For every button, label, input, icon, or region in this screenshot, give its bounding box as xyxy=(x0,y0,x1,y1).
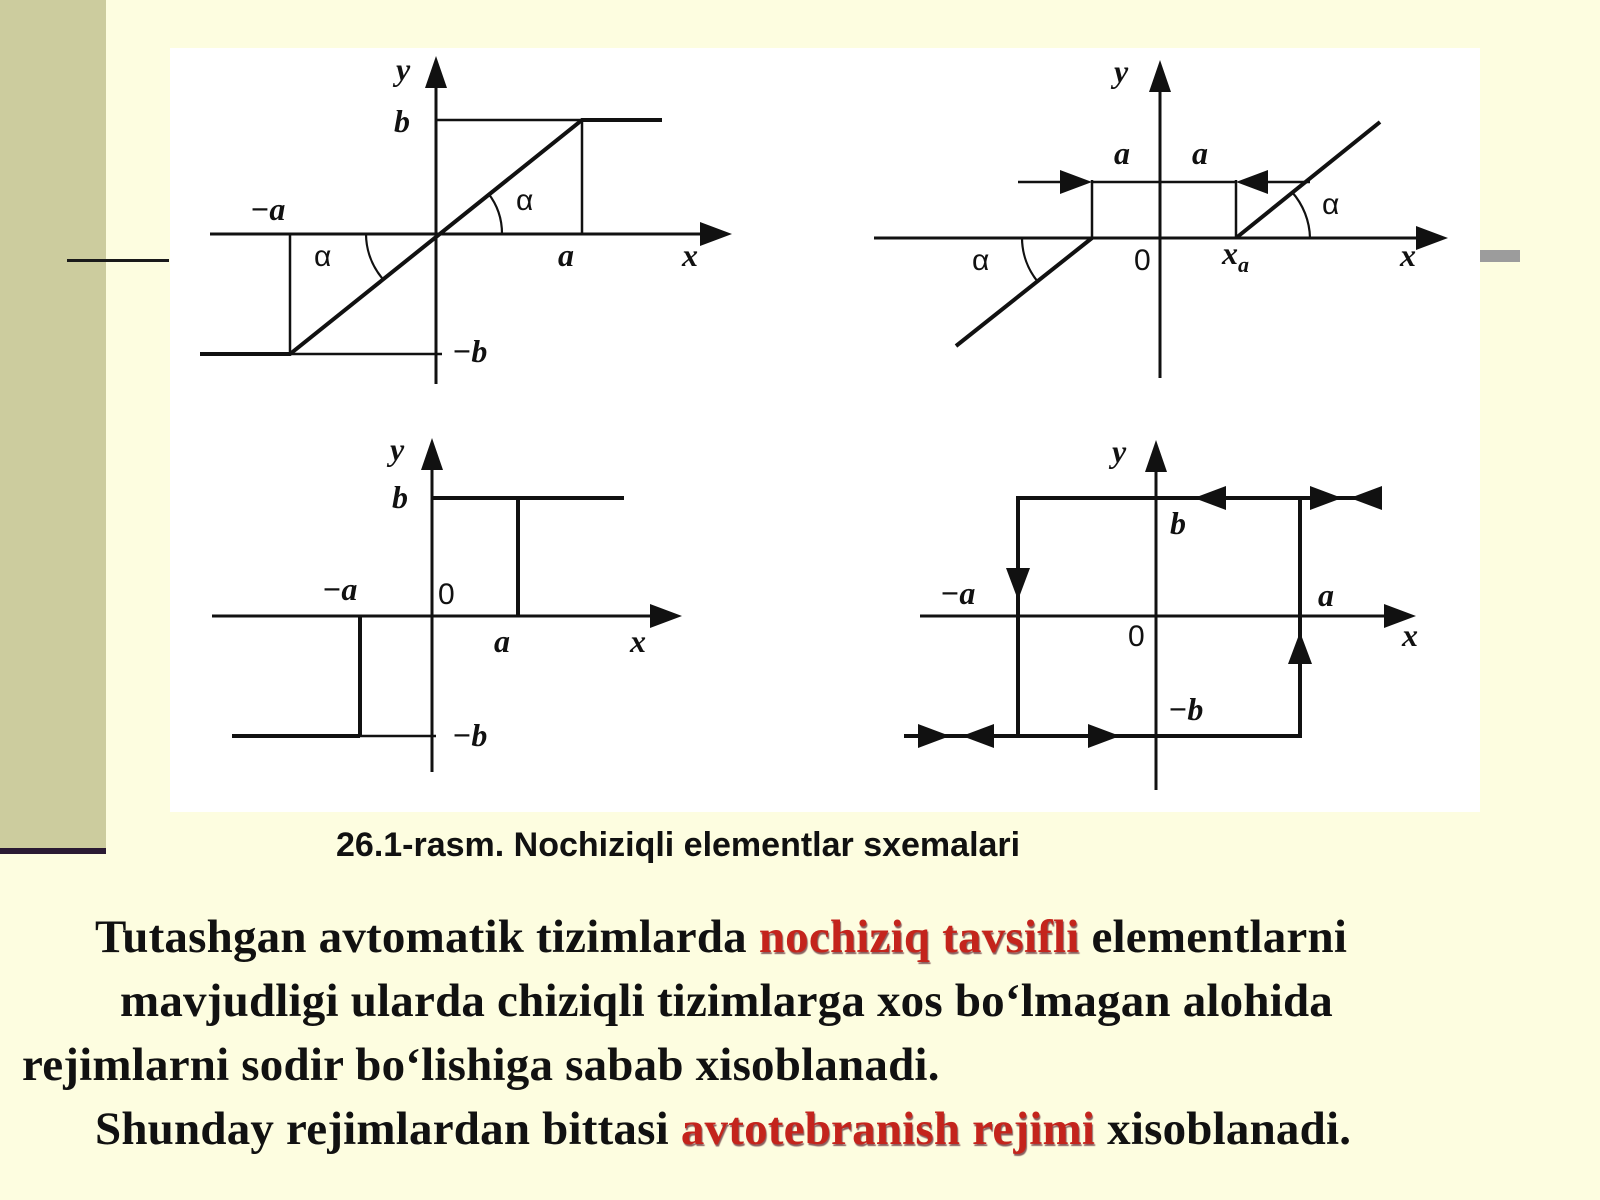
p1-alpha-arc-right xyxy=(488,193,502,234)
p1-label-a: a xyxy=(558,237,574,273)
p2-label-xa-sub: a xyxy=(1238,252,1249,277)
p3-label-x: x xyxy=(630,623,646,659)
p4-arrow-upper-left xyxy=(1194,486,1226,510)
p3-label-y: y xyxy=(390,431,405,467)
p1-y-arrowhead xyxy=(425,56,447,88)
p4-arrow-lower-left-in xyxy=(918,724,950,748)
p1-label-b: b xyxy=(394,103,410,139)
body-line-2: mavjudligi ularda chiziqli tizimlarga xos bo‘lmagan alohida xyxy=(120,975,1334,1027)
p3-y-arrowhead xyxy=(421,438,443,470)
p1-label-neg-a: −a xyxy=(250,191,286,227)
p2-alpha-arc-left xyxy=(1022,238,1038,282)
p2-label-alpha-right: α xyxy=(1322,188,1340,221)
p4-label-a: a xyxy=(1318,577,1334,613)
side-bar-decoration xyxy=(0,0,106,848)
highlight-avtotebranish-rejimi: avtotebranish rejimi xyxy=(680,1103,1096,1155)
p2-label-xa-main: x xyxy=(1222,235,1238,271)
panel-saturation xyxy=(200,51,732,384)
body-line-3: rejimlarni sodir bo‘lishiga sabab xisoblanadi. xyxy=(22,1039,940,1091)
p3-label-b: b xyxy=(392,479,408,515)
panel-relay-dead-zone xyxy=(212,431,682,772)
body-line-1-text-b: elementlarni xyxy=(1079,911,1348,963)
p1-label-alpha-left: α xyxy=(314,240,332,273)
p4-label-x: x xyxy=(1402,617,1418,653)
p4-label-zero: 0 xyxy=(1128,620,1145,653)
panel-dead-zone xyxy=(874,53,1448,378)
side-bar-bottom-line xyxy=(0,848,106,854)
p4-label-y: y xyxy=(1112,433,1127,469)
p2-right-dim-arrowhead xyxy=(1236,170,1268,194)
p3-label-a: a xyxy=(494,623,510,659)
body-line-4-text-b: xisoblanadi. xyxy=(1095,1103,1352,1155)
p4-arrow-upper-right-out xyxy=(1350,486,1382,510)
body-line-4 xyxy=(95,1102,1351,1156)
p2-left-dim-arrowhead xyxy=(1060,170,1092,194)
p2-label-y: y xyxy=(1114,53,1129,89)
panel-hysteresis xyxy=(904,433,1418,790)
p2-y-arrowhead xyxy=(1149,60,1171,92)
p4-arrow-lower-right xyxy=(1088,724,1120,748)
p1-alpha-arc-left xyxy=(366,234,382,278)
p4-arrow-lower-left-out xyxy=(962,724,994,748)
p2-x-arrowhead xyxy=(1416,226,1448,250)
figure-panel xyxy=(170,48,1480,812)
p2-label-xa xyxy=(1221,235,1249,277)
p3-label-zero: 0 xyxy=(438,578,455,611)
p2-label-a-right: a xyxy=(1192,135,1208,171)
p4-label-neg-b: −b xyxy=(1168,691,1204,727)
p2-label-a-left: a xyxy=(1114,135,1130,171)
p4-label-neg-a: −a xyxy=(940,575,976,611)
body-line-1-text-a: Tutashgan avtomatik tizimlarda xyxy=(95,911,759,963)
p1-label-x: x xyxy=(682,237,698,273)
p4-y-arrowhead xyxy=(1145,440,1167,472)
p2-alpha-arc-right xyxy=(1292,192,1310,238)
p4-label-b: b xyxy=(1170,505,1186,541)
left-dash-mark xyxy=(67,259,169,262)
p1-label-alpha-right: α xyxy=(516,184,534,217)
p3-x-arrowhead xyxy=(650,604,682,628)
p1-label-neg-b: −b xyxy=(452,333,488,369)
highlight-nochiziq-tavsifli: nochiziq tavsifli xyxy=(758,911,1080,963)
right-dash-mark xyxy=(1478,250,1520,262)
p3-label-neg-a: −a xyxy=(322,571,358,607)
body-line-4-text-a: Shunday rejimlardan bittasi xyxy=(95,1103,681,1155)
p4-arrow-up xyxy=(1288,632,1312,664)
p1-label-y: y xyxy=(396,51,411,87)
nonlinear-elements-diagram xyxy=(170,48,1480,812)
p1-x-arrowhead xyxy=(700,222,732,246)
p4-arrow-down xyxy=(1006,568,1030,600)
p3-label-neg-b: −b xyxy=(452,717,488,753)
p4-arrow-upper-right-in xyxy=(1310,486,1342,510)
p2-label-alpha-left: α xyxy=(972,244,990,277)
p2-label-zero: 0 xyxy=(1134,244,1151,277)
figure-caption: 26.1-rasm. Nochiziqli elementlar sxemalari xyxy=(336,826,1021,864)
body-line-1 xyxy=(95,910,1347,964)
p2-label-x: x xyxy=(1400,237,1416,273)
p1-saturation-curve xyxy=(200,120,662,354)
